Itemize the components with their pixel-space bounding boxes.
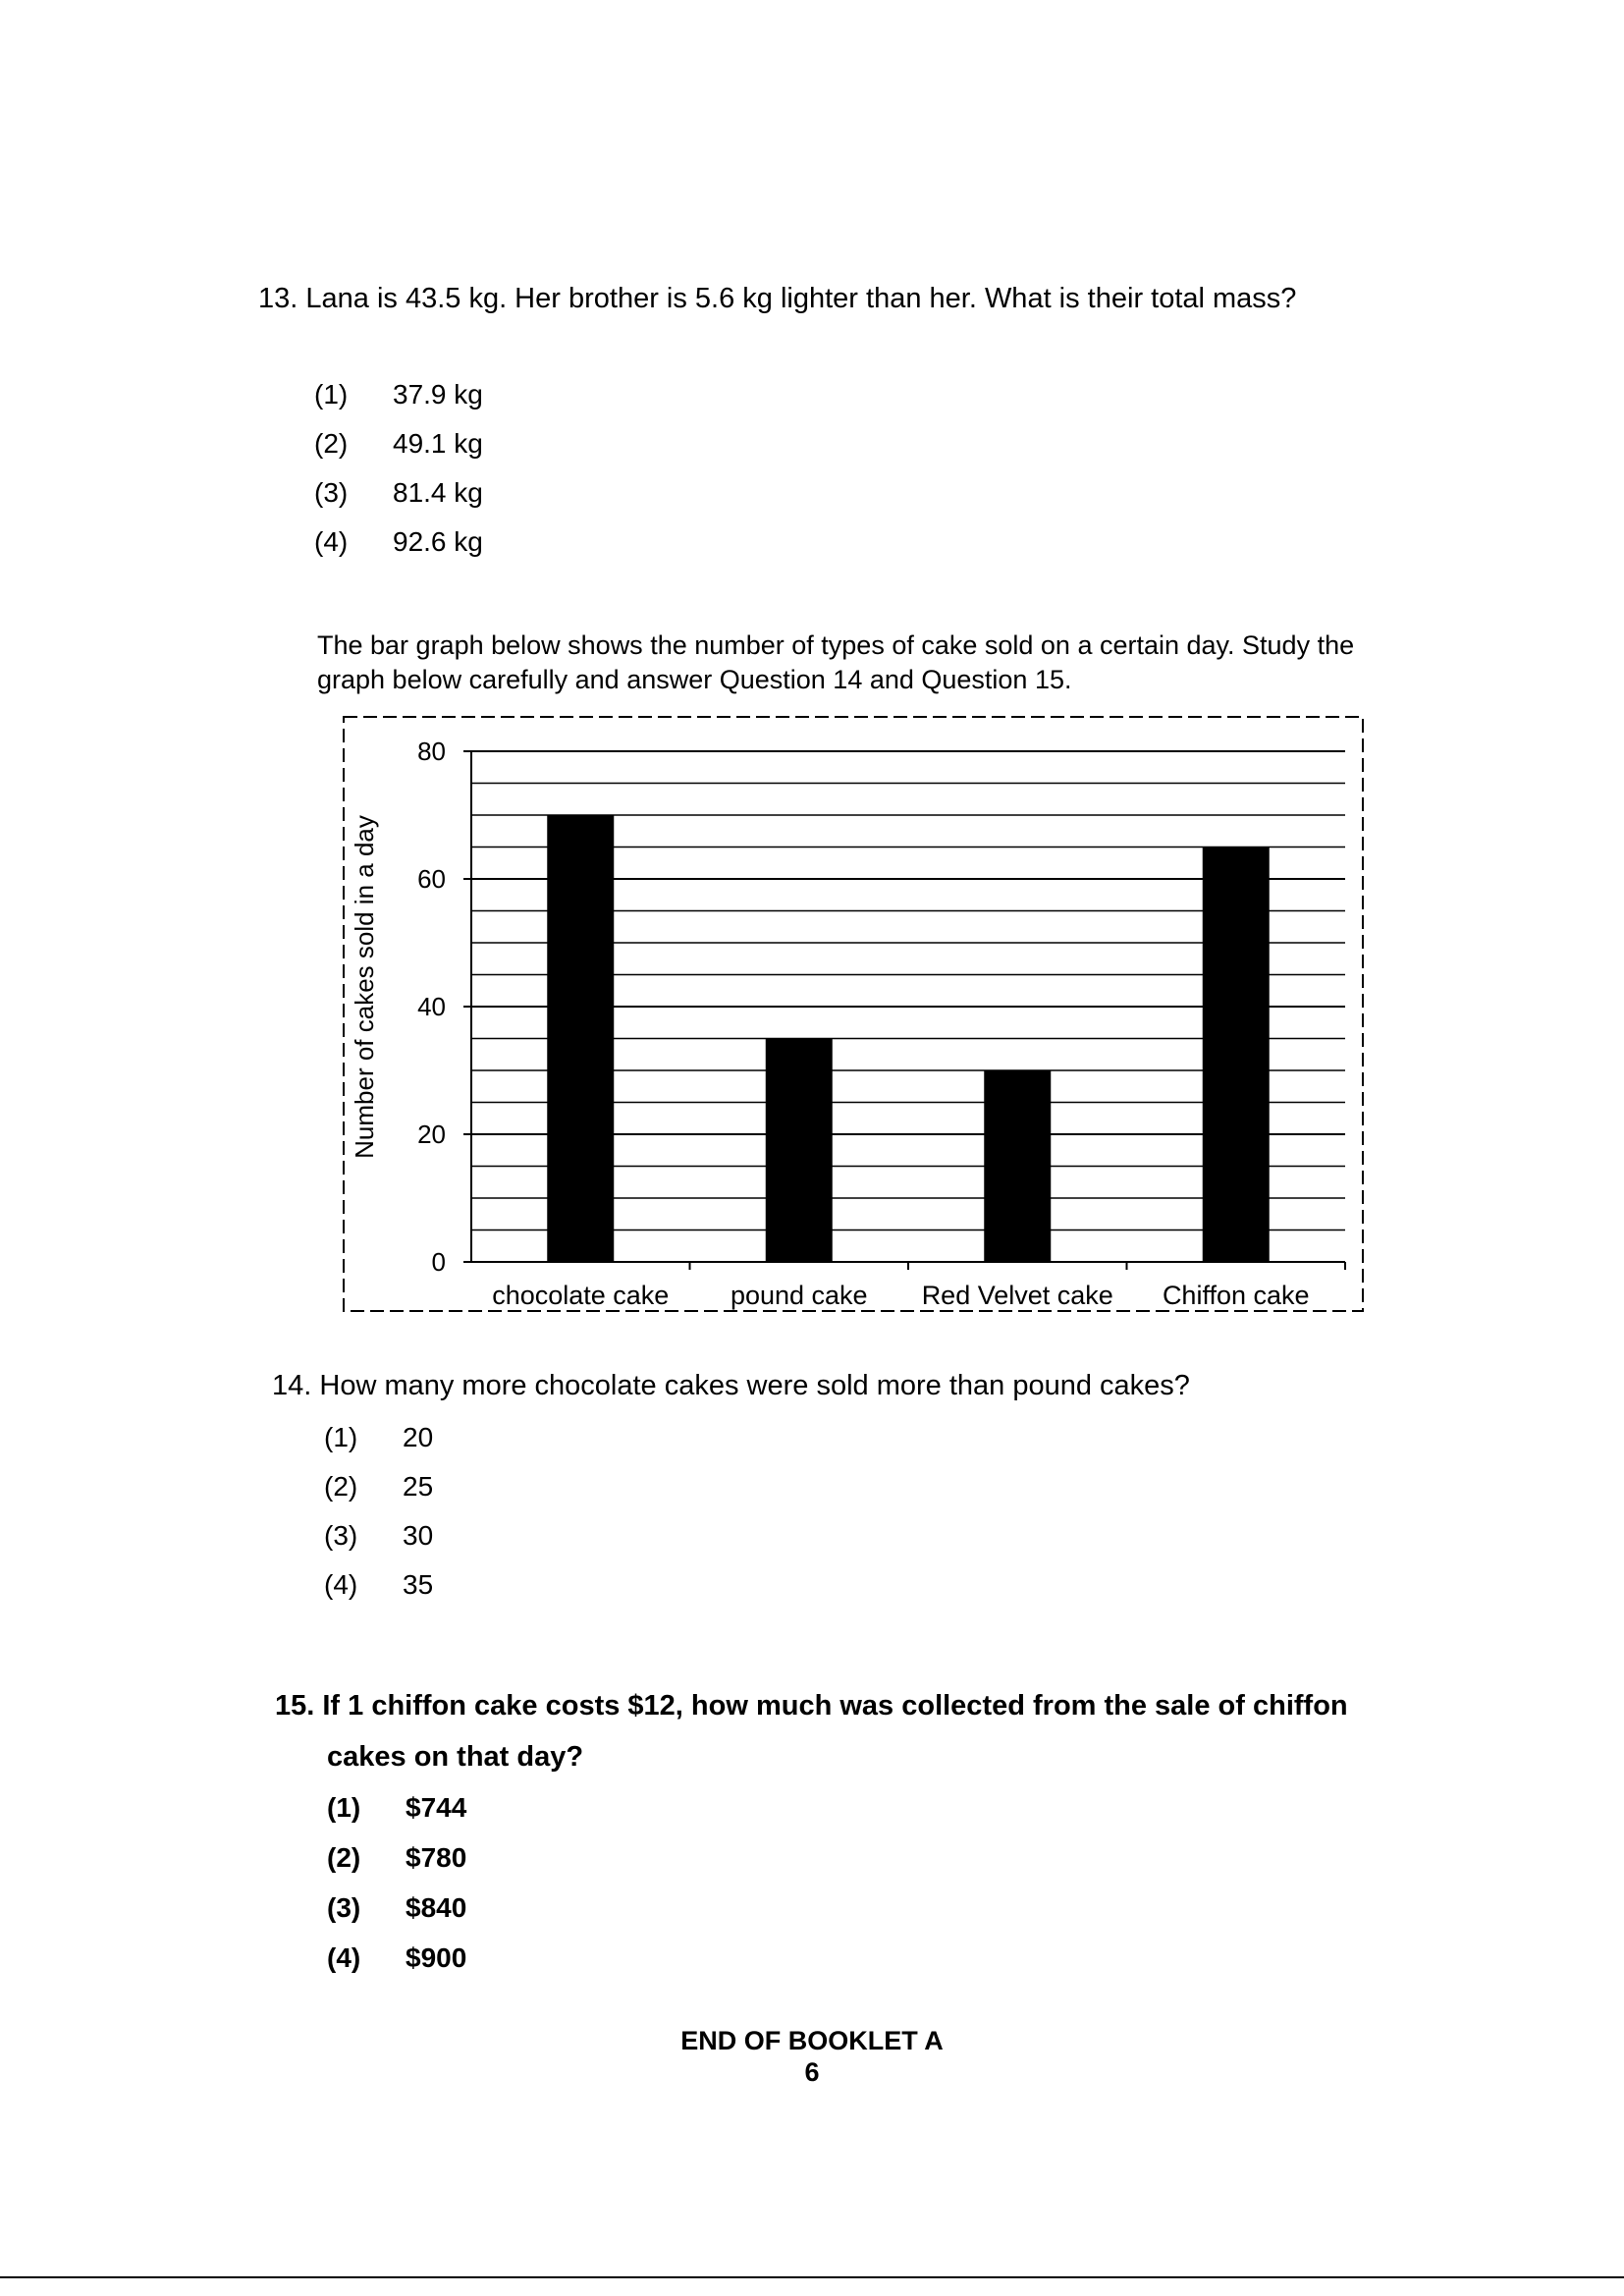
- option-number: (3): [327, 1892, 361, 1923]
- q14-option-2: [324, 1471, 433, 1503]
- option-text: 30: [403, 1520, 434, 1551]
- x-category-label: pound cake: [730, 1281, 868, 1310]
- option-number: (4): [324, 1569, 358, 1600]
- chart-x-labels: [492, 1281, 1309, 1310]
- option-text: 49.1 kg: [393, 428, 483, 459]
- option-number: (2): [327, 1842, 361, 1873]
- option-number: (3): [314, 477, 349, 508]
- question-13-text: 13. Lana is 43.5 kg. Her brother is 5.6 kg lighter than her. What is their total mass?: [258, 283, 1297, 314]
- option-text: $780: [406, 1842, 467, 1873]
- y-tick-label: 20: [417, 1120, 446, 1149]
- bar-pound-cake: [766, 1039, 833, 1263]
- question-15-line-2: cakes on that day?: [327, 1741, 584, 1773]
- q14-option-3: [324, 1520, 433, 1552]
- bar-red-velvet-cake: [984, 1070, 1051, 1262]
- bar-chocolate-cake: [547, 815, 614, 1262]
- y-tick-label: 0: [431, 1247, 446, 1277]
- q14-option-4: [324, 1569, 433, 1601]
- y-tick-label: 60: [417, 864, 446, 894]
- option-number: (3): [324, 1520, 358, 1551]
- graph-intro-text: The bar graph below shows the number of types of cake sold on a certain day. Study the graph below carefully and answer Question 14 and Question 15.: [317, 630, 1355, 694]
- option-number: (4): [314, 526, 349, 557]
- option-number: (2): [324, 1471, 358, 1502]
- q15-option-1: [327, 1792, 466, 1824]
- question-14-text: 14. How many more chocolate cakes were sold more than pound cakes?: [272, 1370, 1190, 1401]
- x-category-label: Chiffon cake: [1162, 1281, 1310, 1310]
- page-number: 6: [804, 2057, 820, 2087]
- q15-option-2: [327, 1842, 466, 1874]
- option-number: (2): [314, 428, 349, 459]
- option-text: 20: [403, 1422, 434, 1452]
- option-number: (4): [327, 1942, 361, 1973]
- option-text: 35: [403, 1569, 434, 1600]
- option-text: 37.9 kg: [393, 379, 483, 410]
- option-text: $744: [406, 1792, 467, 1823]
- x-category-label: Red Velvet cake: [921, 1281, 1113, 1310]
- question-15-line-1: 15. If 1 chiffon cake costs $12, how much was collected from the sale of chiffon: [275, 1690, 1348, 1722]
- y-tick-label: 80: [417, 737, 446, 766]
- option-text: 25: [403, 1471, 434, 1502]
- q15-option-4: [327, 1942, 466, 1974]
- option-text: 81.4 kg: [393, 477, 483, 508]
- option-text: $840: [406, 1892, 467, 1923]
- option-number: (1): [324, 1422, 358, 1452]
- y-tick-label: 40: [417, 992, 446, 1021]
- bar-chiffon-cake: [1203, 847, 1270, 1263]
- option-text: $900: [406, 1942, 467, 1973]
- option-text: 92.6 kg: [393, 526, 483, 557]
- x-category-label: chocolate cake: [492, 1281, 670, 1310]
- q14-option-1: [324, 1422, 433, 1453]
- chart-y-ticks: [417, 737, 471, 1277]
- bottom-rule: [0, 2276, 1624, 2278]
- end-of-booklet-label: END OF BOOKLET A: [680, 2026, 944, 2055]
- option-number: (1): [327, 1792, 361, 1823]
- q15-option-3: [327, 1892, 466, 1924]
- y-axis-label: Number of cakes sold in a day: [350, 815, 379, 1159]
- option-number: (1): [314, 379, 349, 410]
